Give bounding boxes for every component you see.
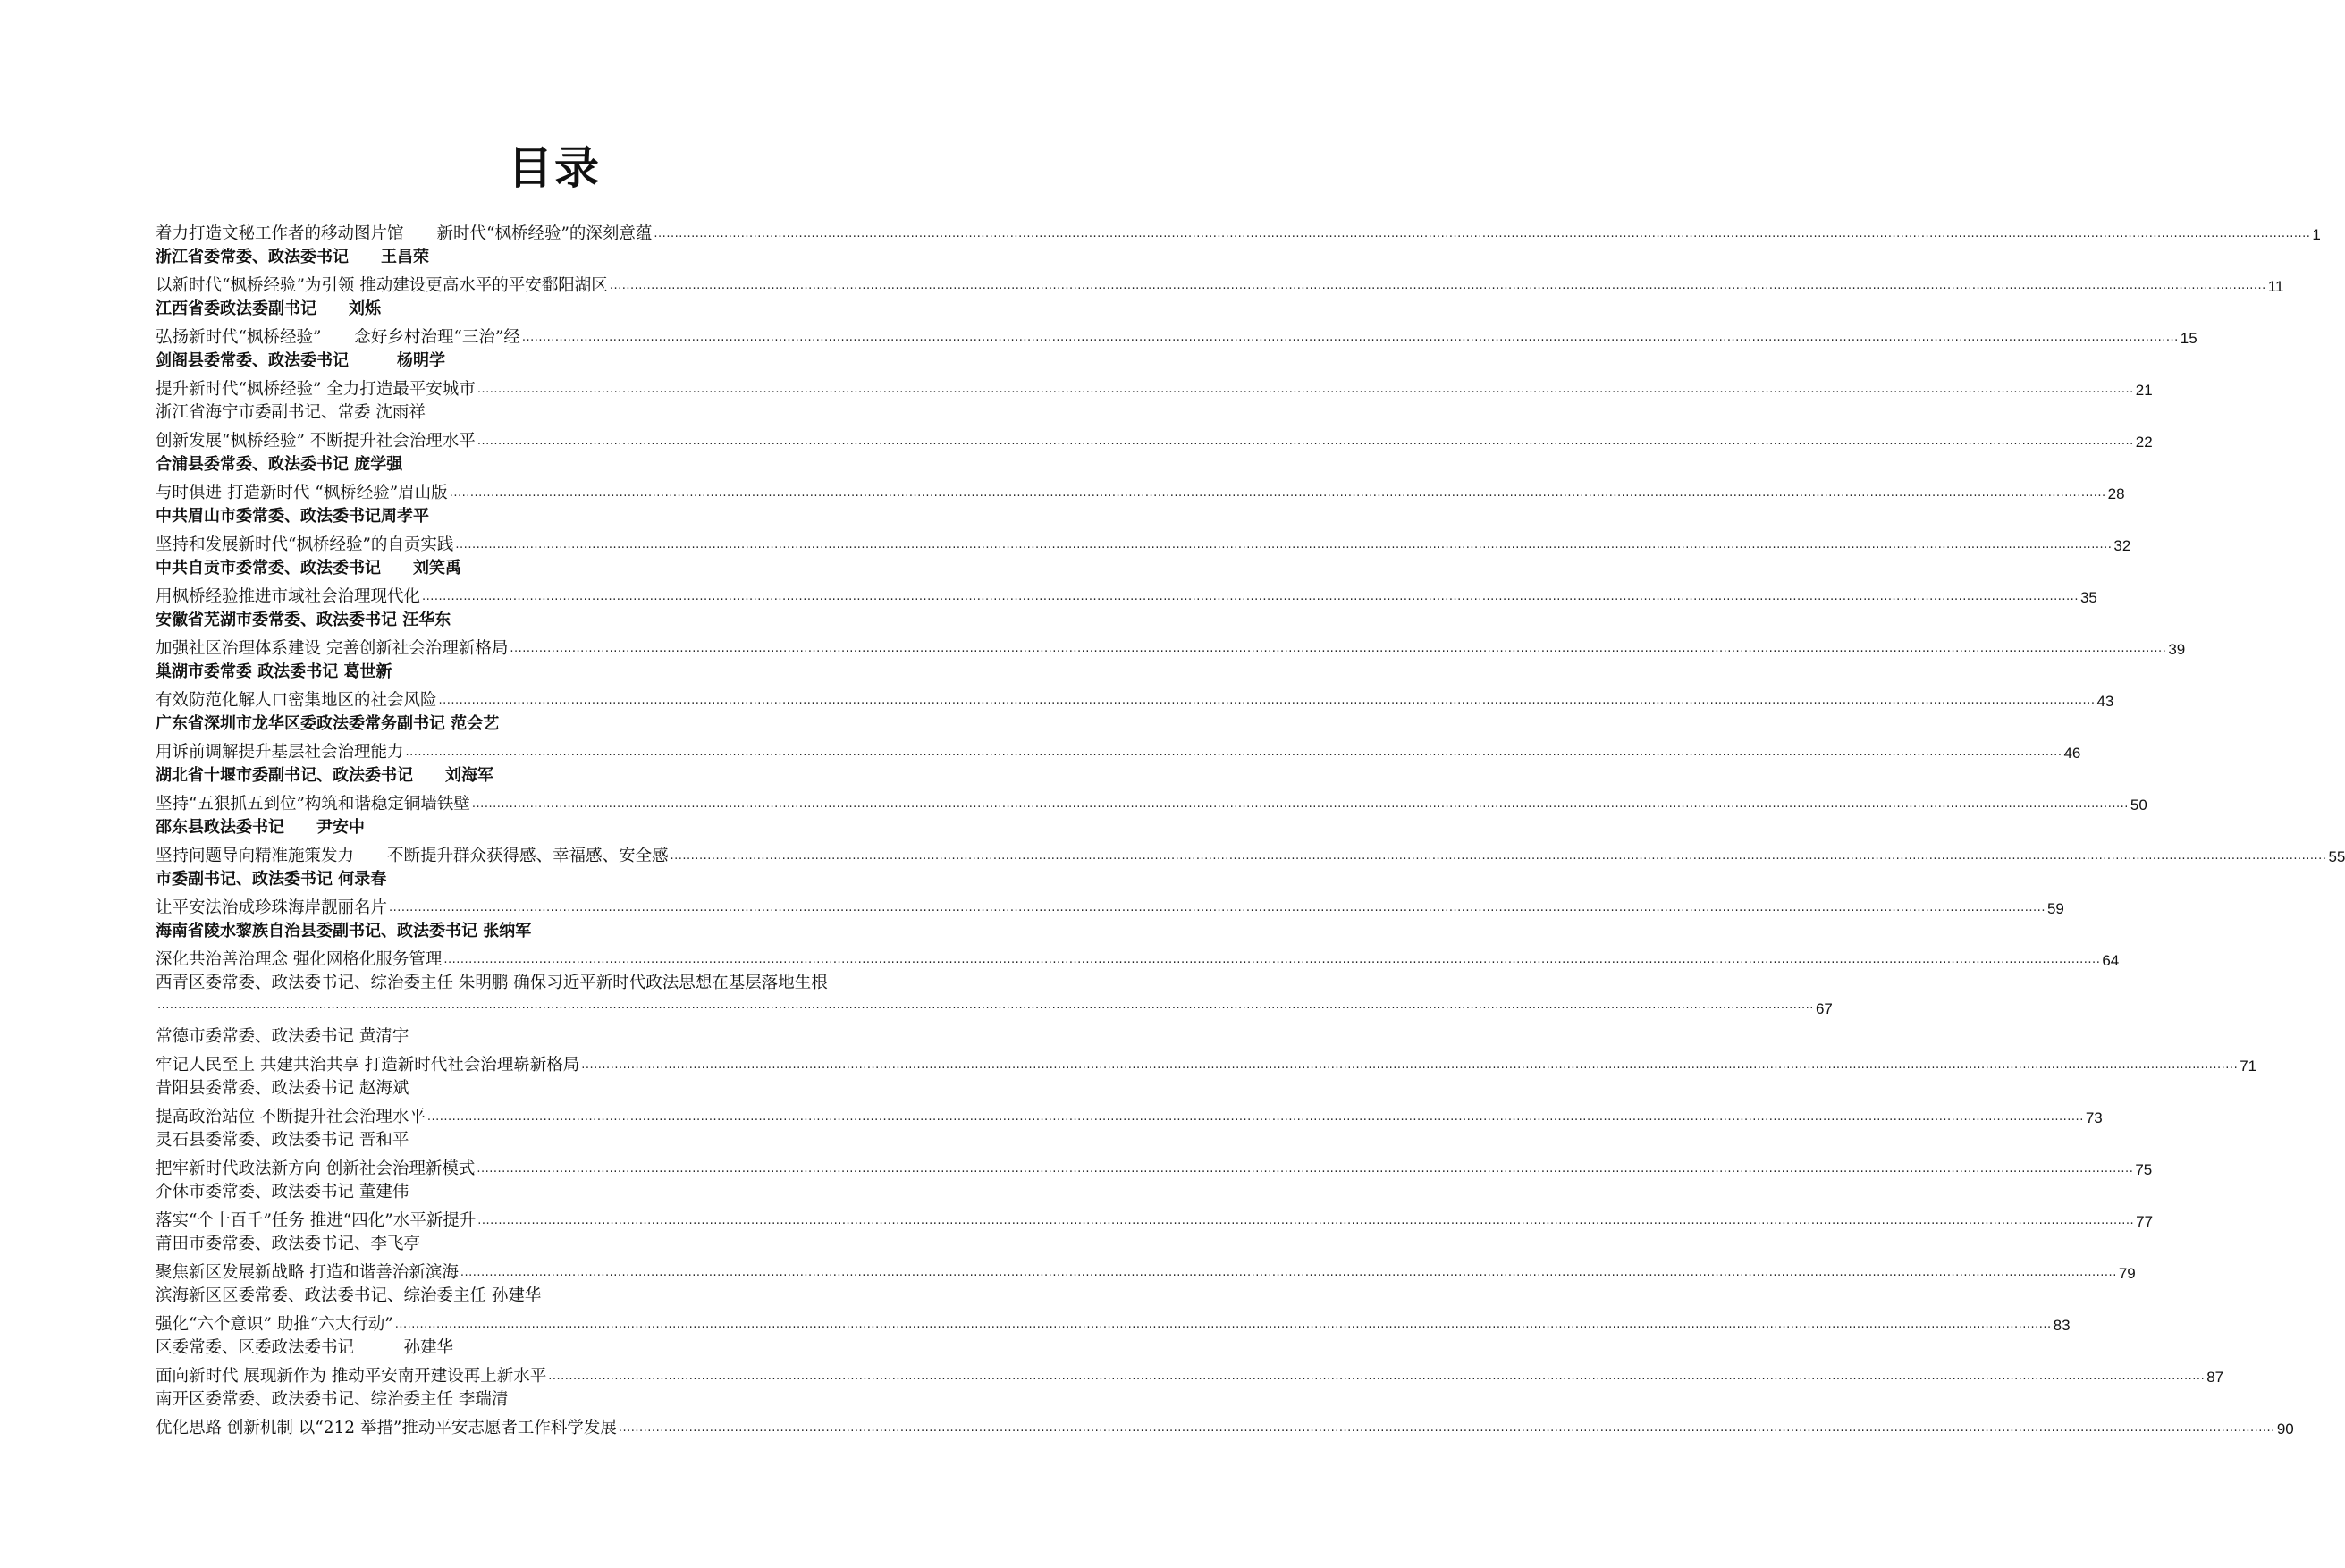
toc-author: 浙江省海宁市委副书记、常委 沈雨祥 [156,403,426,422]
toc-entry-title: 强化“六个意识” 助推“六大行动” [156,1315,393,1334]
toc-leader-dots: ................................................................................................................................................................................................................................................................................................................................................................................................................ [426,1110,2084,1124]
toc-entry-title: 坚持“五狠抓五到位”构筑和谐稳定铜墙铁壁 [156,795,470,814]
toc-page-number: 43 [2096,693,2114,710]
toc-entry[interactable] [156,1101,2103,1127]
toc-author: 常德市委常委、政法委书记 黄清宇 [156,1027,409,1046]
toc-entry-title: 落实“个十百千”任务 推进“四化”水平新提升 [156,1211,477,1230]
toc-entry[interactable] [156,581,2097,607]
toc-leader-dots: ................................................................................................................................................................................................................................................................................................................................................................................................................ [157,999,1814,1012]
toc-author: 湖北省十堰市委副书记、政法委书记 刘海军 [156,766,493,785]
toc-entry-title: 西青区委常委、政法委书记、综治委主任 朱明鹏 确保习近平新时代政法思想在基层落地生根 [156,974,828,992]
toc-leader-dots: ................................................................................................................................................................................................................................................................................................................................................................................................................ [670,849,2327,863]
toc-entry-title: 坚持和发展新时代“枫桥经验”的自贡实践 [156,535,454,554]
toc-page-number: 83 [2053,1317,2071,1334]
toc-entry-wrapped[interactable] [156,970,1833,1022]
toc-entry-title: 让平安法治成珍珠海岸靓丽名片 [156,898,388,917]
toc-entry-title: 用枫桥经验推进市域社会治理现代化 [156,587,421,606]
toc-page-number: 55 [2328,848,2345,865]
toc-author: 巢湖市委常委 政法委书记 葛世新 [156,662,392,681]
toc-leader-dots: ................................................................................................................................................................................................................................................................................................................................................................................................................ [405,746,2062,759]
toc-leader-dots: ................................................................................................................................................................................................................................................................................................................................................................................................................ [394,1318,2052,1331]
toc-author: 市委副书记、政法委书记 何录春 [156,870,387,889]
toc-page-number: 71 [2240,1058,2257,1075]
toc-author: 昔阳县委常委、政法委书记 赵海斌 [156,1079,409,1098]
toc-entry[interactable] [156,737,2081,763]
toc-entry[interactable] [156,322,2197,348]
toc-leader-dots: ................................................................................................................................................................................................................................................................................................................................................................................................................ [477,1162,2134,1176]
toc-leader-dots: ................................................................................................................................................................................................................................................................................................................................................................................................................ [471,797,2129,811]
toc-page-number: 46 [2063,745,2081,762]
table-of-contents [156,218,2345,1438]
toc-author: 浙江省委常委、政法委书记 王昌荣 [156,248,429,266]
toc-page-number: 28 [2107,485,2125,502]
toc-author: 中共眉山市委常委、政法委书记周孝平 [156,507,429,526]
toc-page-number: 15 [2180,330,2197,347]
toc-author: 合浦县委常委、政法委书记 庞学强 [156,455,403,474]
toc-leader-dots: ................................................................................................................................................................................................................................................................................................................................................................................................................ [477,383,2134,396]
toc-entry[interactable] [156,218,2321,244]
toc-page-number: 67 [1815,1000,1833,1017]
toc-author: 灵石县委常委、政法委书记 晋和平 [156,1131,409,1150]
toc-leader-dots: ................................................................................................................................................................................................................................................................................................................................................................................................................ [510,642,2167,655]
toc-author: 中共自贡市委常委、政法委书记 刘笑禹 [156,559,461,577]
toc-author: 广东省深圳市龙华区委政法委常务副书记 范会艺 [156,714,500,733]
toc-author: 安徽省芜湖市委常委、政法委书记 汪华东 [156,611,451,629]
toc-author: 介休市委常委、政法委书记 董建伟 [156,1183,409,1201]
toc-entry[interactable] [156,1361,2224,1387]
toc-page-number: 21 [2135,382,2153,399]
page-title: 目录 [508,142,601,194]
toc-page-number: 50 [2130,797,2147,814]
toc-entry[interactable] [156,788,2147,814]
toc-entry-title: 牢记人民至上 共建共治共享 打造新时代社会治理崭新格局 [156,1056,580,1075]
toc-entry[interactable] [156,1412,2294,1438]
toc-entry[interactable] [156,685,2114,711]
toc-page-number: 59 [2046,900,2064,917]
toc-entry-title: 有效防范化解人口密集地区的社会风险 [156,691,437,710]
toc-entry-title: 创新发展“枫桥经验” 不断提升社会治理水平 [156,432,476,451]
toc-leader-dots: ................................................................................................................................................................................................................................................................................................................................................................................................................ [449,486,2106,500]
toc-author: 莆田市委常委、政法委书记、李飞亭 [156,1235,421,1253]
toc-entry[interactable] [156,944,2120,970]
toc-entry-title: 用诉前调解提升基层社会治理能力 [156,743,404,762]
toc-entry-title: 深化共治善治理念 强化网格化服务管理 [156,950,443,969]
toc-author: 区委常委、区委政法委书记 孙建华 [156,1338,454,1357]
toc-author: 滨海新区区委常委、政法委书记、综治委主任 孙建华 [156,1286,542,1305]
toc-entry[interactable] [156,1309,2071,1335]
toc-leader-dots: ................................................................................................................................................................................................................................................................................................................................................................................................................ [438,694,2096,707]
toc-leader-dots: ................................................................................................................................................................................................................................................................................................................................................................................................................ [477,1214,2135,1227]
toc-entry-title: 优化思路 创新机制 以“212 举措”推动平安志愿者工作科学发展 [156,1419,617,1437]
toc-entry[interactable] [156,426,2153,451]
toc-page-number: 87 [2206,1369,2224,1386]
toc-entry-title: 坚持问题导向精准施策发力 不断提升群众获得感、幸福感、安全感 [156,847,669,865]
toc-page-number: 1 [2312,226,2321,243]
toc-page-number: 35 [2079,589,2097,606]
toc-leader-dots: ................................................................................................................................................................................................................................................................................................................................................................................................................ [443,953,2101,966]
toc-leader-dots: ................................................................................................................................................................................................................................................................................................................................................................................................................ [455,538,2113,552]
toc-page-number: 79 [2118,1265,2136,1282]
toc-entry-title: 提高政治站位 不断提升社会治理水平 [156,1108,426,1126]
toc-page-number: 73 [2085,1109,2103,1126]
toc-entry[interactable] [156,892,2064,918]
toc-leader-dots: ................................................................................................................................................................................................................................................................................................................................................................................................................ [389,901,2046,915]
toc-author: 海南省陵水黎族自治县委副书记、政法委书记 张纳军 [156,922,532,940]
toc-entry-title: 以新时代“枫桥经验”为引领 推动建设更高水平的平安鄱阳湖区 [156,276,608,295]
toc-entry-title: 与时俱进 打造新时代 “枫桥经验”眉山版 [156,484,448,502]
toc-leader-dots: ................................................................................................................................................................................................................................................................................................................................................................................................................ [609,279,2266,292]
toc-leader-dots: ................................................................................................................................................................................................................................................................................................................................................................................................................ [654,227,2311,240]
toc-page-number: 64 [2102,952,2120,969]
toc-page-number: 90 [2276,1420,2294,1437]
toc-entry[interactable] [156,840,2345,866]
toc-entry-title: 面向新时代 展现新作为 推动平安南开建设再上新水平 [156,1367,547,1386]
toc-entry-title: 弘扬新时代“枫桥经验” 念好乡村治理“三治”经 [156,328,520,347]
toc-entry-title: 加强社区治理体系建设 完善创新社会治理新格局 [156,639,509,658]
toc-leader-dots: ................................................................................................................................................................................................................................................................................................................................................................................................................ [460,1266,2117,1279]
toc-author: 剑阁县委常委、政法委书记 杨明学 [156,351,445,370]
toc-page-number: 11 [2267,278,2284,295]
toc-page-number: 77 [2136,1213,2154,1230]
toc-leader-dots: ................................................................................................................................................................................................................................................................................................................................................................................................................ [521,331,2179,344]
toc-entry-title: 着力打造文秘工作者的移动图片馆 新时代“枫桥经验”的深刻意蕴 [156,224,653,243]
toc-entry-title: 把牢新时代政法新方向 创新社会治理新模式 [156,1159,476,1178]
toc-page-number: 32 [2113,537,2131,554]
toc-entry[interactable] [156,1257,2136,1283]
toc-entry-title: 聚焦新区发展新战略 打造和谐善治新滨海 [156,1263,459,1282]
toc-entry[interactable] [156,1205,2154,1231]
toc-leader-dots: ................................................................................................................................................................................................................................................................................................................................................................................................................ [581,1058,2239,1072]
toc-entry[interactable] [156,374,2153,400]
toc-entry[interactable] [156,1050,2257,1075]
toc-entry[interactable] [156,633,2186,659]
toc-entry-leader-line [156,996,1833,1022]
toc-leader-dots: ................................................................................................................................................................................................................................................................................................................................................................................................................ [422,590,2079,603]
toc-page-number: 39 [2168,641,2186,658]
toc-entry[interactable] [156,477,2125,503]
toc-author: 江西省委政法委副书记 刘烁 [156,299,381,318]
toc-entry[interactable] [156,529,2131,555]
toc-leader-dots: ................................................................................................................................................................................................................................................................................................................................................................................................................ [477,434,2134,448]
toc-author: 邵东县政法委书记 尹安中 [156,818,365,837]
toc-page-number: 75 [2135,1161,2153,1178]
toc-entry-title: 提升新时代“枫桥经验” 全力打造最平安城市 [156,380,476,399]
toc-leader-dots: ................................................................................................................................................................................................................................................................................................................................................................................................................ [548,1370,2206,1383]
toc-author: 南开区委常委、政法委书记、综治委主任 李瑞清 [156,1390,509,1409]
toc-page-number: 22 [2135,434,2153,451]
toc-leader-dots: ................................................................................................................................................................................................................................................................................................................................................................................................................ [618,1421,2275,1435]
toc-entry[interactable] [156,1153,2153,1179]
toc-entry[interactable] [156,270,2284,296]
